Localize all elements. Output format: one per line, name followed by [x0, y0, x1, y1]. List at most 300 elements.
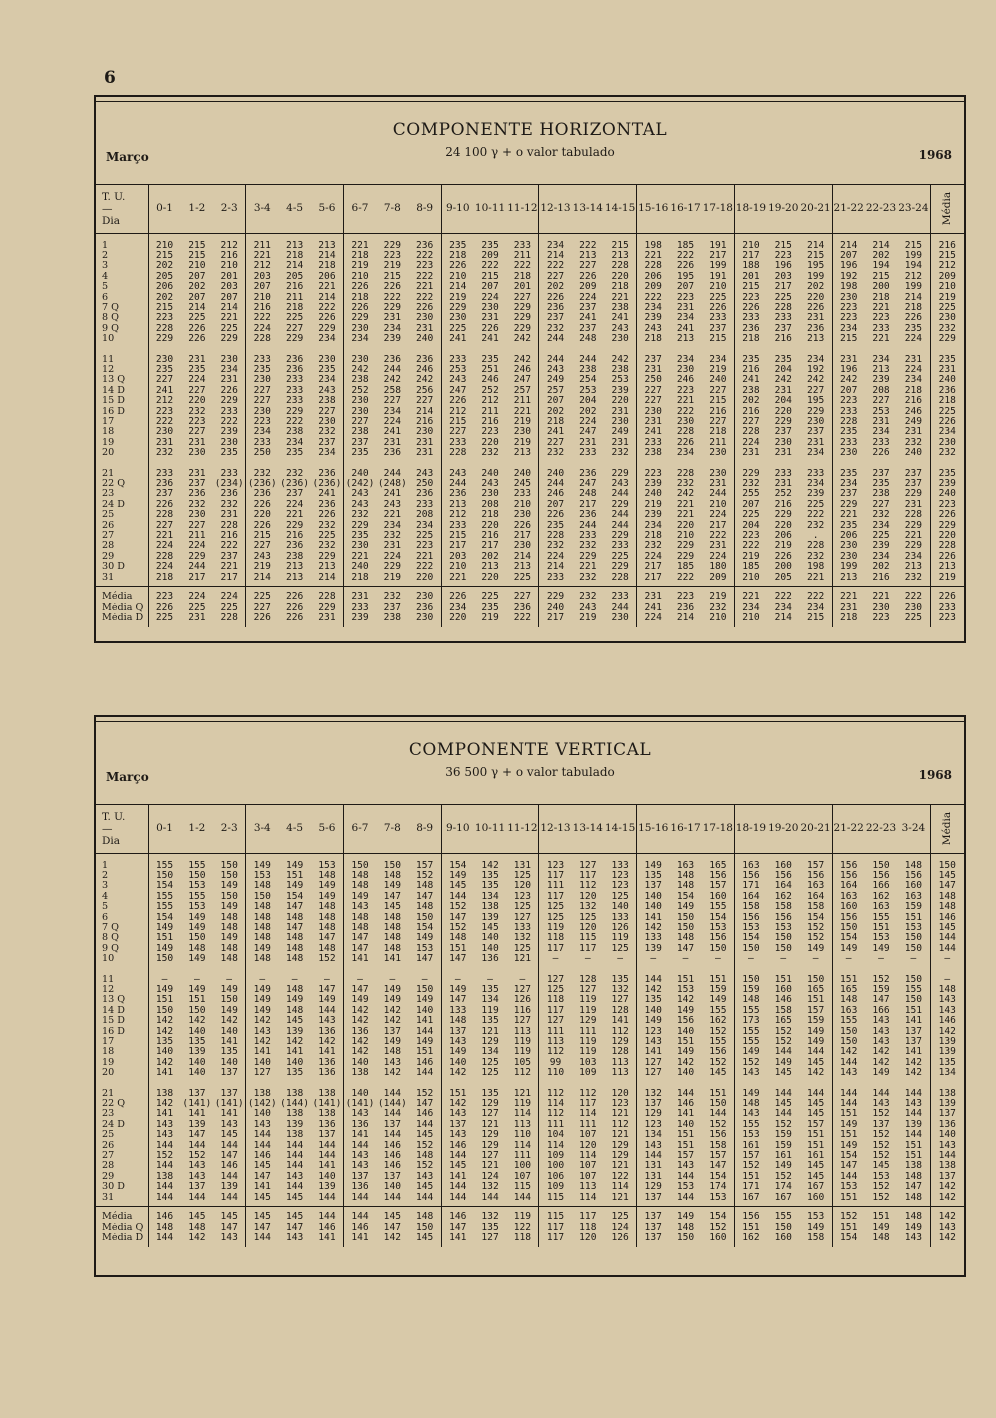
- hour-column-header: 3-24: [897, 805, 930, 853]
- value-cell: 224: [155, 562, 174, 573]
- media-value: 148: [938, 984, 956, 995]
- value-cell: 228: [311, 587, 344, 603]
- value-cell: 237: [546, 313, 565, 324]
- value-cell: 147: [449, 954, 467, 965]
- table-row: [96, 313, 964, 323]
- value-cell: 140: [481, 933, 499, 944]
- value-cell: 115: [506, 1182, 539, 1192]
- value-cell: 233: [579, 531, 597, 542]
- value-cell: 165: [702, 853, 735, 871]
- value-cell: 226: [311, 510, 344, 520]
- value-cell: 242: [604, 348, 637, 365]
- value-cell: 232: [579, 572, 597, 583]
- value-cell: 243: [546, 364, 565, 375]
- day-label: 16 D: [96, 407, 148, 417]
- value-cell: 148: [351, 922, 369, 933]
- value-cell: 117: [579, 870, 597, 881]
- value-cell: 144: [311, 1141, 344, 1151]
- value-cell: 223: [669, 587, 702, 603]
- value-cell: 216: [409, 417, 442, 427]
- value-cell: 151: [285, 870, 304, 881]
- value-cell: 216: [285, 282, 304, 293]
- media-value: 142: [930, 1207, 964, 1223]
- hour-column-header: 15-16: [637, 185, 670, 233]
- value-cell: 167: [742, 1192, 760, 1203]
- value-cell: 231: [840, 602, 858, 613]
- value-cell: 152: [409, 1141, 442, 1151]
- value-cell: 231: [637, 587, 670, 603]
- value-cell: 142: [481, 859, 499, 871]
- value-cell: 150: [897, 944, 930, 954]
- value-cell: 226: [506, 521, 539, 531]
- value-cell: 138: [311, 1082, 344, 1099]
- hour-column-header: 12-13: [539, 805, 572, 853]
- table-row: [96, 1037, 964, 1047]
- value-cell: 144: [506, 1193, 539, 1207]
- value-cell: 233: [253, 353, 271, 365]
- value-cell: 226: [155, 602, 174, 613]
- value-cell: 145: [253, 1192, 271, 1203]
- value-cell: 217: [644, 572, 662, 583]
- value-cell: 107: [579, 1130, 597, 1141]
- value-cell: 231: [409, 324, 442, 334]
- value-cell: 241: [676, 323, 695, 334]
- value-cell: 105: [506, 1058, 539, 1068]
- media-value: 148: [938, 891, 956, 902]
- value-cell: 160: [702, 892, 735, 902]
- value-cell: 114: [579, 1109, 597, 1120]
- value-cell: 230: [409, 313, 442, 323]
- day-label: 23: [96, 489, 148, 499]
- value-cell: 162: [742, 1232, 760, 1243]
- value-cell: 216: [481, 417, 499, 427]
- horizontal-component-panel: [94, 95, 966, 643]
- value-cell: 100: [506, 1161, 539, 1171]
- value-cell: 141: [311, 1161, 344, 1171]
- value-cell: 198: [644, 239, 662, 251]
- value-cell: 207: [253, 282, 271, 293]
- value-cell: 104: [546, 1130, 565, 1141]
- value-cell: 141: [311, 1233, 344, 1247]
- value-cell: 216: [872, 572, 890, 583]
- value-cell: 152: [742, 1161, 760, 1172]
- day-group: [96, 1082, 964, 1207]
- media-value: 225: [938, 406, 956, 417]
- value-cell: 230: [311, 417, 344, 427]
- value-cell: 204: [774, 396, 792, 407]
- value-cell: 149: [188, 984, 206, 995]
- value-cell: 218: [840, 612, 858, 623]
- value-cell: 231: [897, 500, 930, 510]
- value-cell: 147: [253, 1222, 271, 1233]
- value-cell: 144: [285, 1140, 304, 1151]
- value-cell: 236: [213, 489, 246, 499]
- value-cell: 218: [702, 427, 735, 437]
- value-cell: 156: [702, 1047, 735, 1057]
- header-row: [96, 185, 964, 233]
- media-value: —: [944, 973, 951, 985]
- value-cell: 231: [897, 348, 930, 365]
- value-cell: 238: [579, 364, 597, 375]
- value-cell: 232: [213, 500, 246, 510]
- value-cell: 202: [546, 282, 565, 293]
- value-cell: 235: [213, 448, 246, 461]
- day-label: Média: [96, 1207, 148, 1223]
- value-cell: 137: [188, 1182, 206, 1193]
- value-cell: 229: [604, 531, 637, 541]
- value-cell: 229: [897, 521, 930, 531]
- day-label: 1: [96, 233, 148, 251]
- hour-column-header: 6-7: [343, 805, 376, 853]
- table-row: [96, 407, 964, 417]
- value-cell: 142: [213, 1016, 246, 1026]
- value-cell: 150: [872, 859, 890, 871]
- value-cell: 214: [840, 239, 858, 251]
- value-cell: 252: [481, 385, 499, 396]
- value-cell: 244: [604, 603, 637, 613]
- value-cell: 226: [800, 303, 833, 313]
- day-label: 5: [96, 282, 148, 292]
- value-cell: 152: [409, 1161, 442, 1171]
- table-row: [96, 892, 964, 902]
- day-label: 20: [96, 448, 148, 461]
- value-cell: 230: [702, 448, 735, 461]
- value-cell: 129: [481, 1140, 499, 1151]
- value-cell: (242): [345, 479, 375, 490]
- value-cell: 148: [676, 1222, 695, 1233]
- value-cell: 141: [155, 1109, 174, 1120]
- value-cell: 191: [702, 233, 735, 251]
- value-cell: 241: [155, 385, 174, 396]
- value-cell: 148: [742, 995, 760, 1006]
- day-label: 9 Q: [96, 944, 148, 954]
- value-cell: 141: [351, 1232, 369, 1243]
- value-cell: 196: [840, 261, 858, 272]
- value-cell: 141: [644, 1047, 662, 1058]
- value-cell: 145: [872, 1161, 890, 1172]
- value-cell: 232: [676, 479, 695, 490]
- hour-column-header: 18-19: [734, 185, 767, 233]
- value-cell: 220: [449, 612, 467, 623]
- value-cell: 132: [474, 1207, 507, 1223]
- value-cell: 239: [644, 479, 662, 490]
- value-cell: 155: [872, 912, 890, 923]
- value-cell: 221: [311, 282, 344, 292]
- day-label: 7 Q: [96, 923, 148, 933]
- value-cell: 229: [897, 489, 930, 499]
- value-cell: 208: [872, 385, 890, 396]
- value-cell: 215: [449, 531, 467, 542]
- value-cell: 132: [579, 902, 597, 913]
- media-value: 223: [938, 499, 956, 510]
- value-cell: 211: [188, 531, 206, 542]
- value-cell: 144: [285, 1182, 304, 1193]
- value-cell: 137: [637, 1207, 670, 1223]
- value-cell: 245: [506, 479, 539, 489]
- value-cell: 225: [774, 292, 792, 303]
- value-cell: 137: [897, 1027, 930, 1037]
- value-cell: 151: [840, 973, 858, 985]
- value-cell: 159: [774, 1130, 792, 1141]
- table-row: [96, 251, 964, 261]
- value-cell: 241: [644, 427, 662, 438]
- value-cell: 210: [742, 239, 760, 251]
- day-label: Média Q: [96, 1223, 148, 1233]
- value-cell: 232: [188, 499, 206, 510]
- value-cell: 237: [351, 437, 369, 448]
- value-cell: 221: [579, 562, 597, 573]
- value-cell: 147: [311, 933, 344, 943]
- value-cell: 222: [546, 261, 565, 272]
- value-cell: 155: [702, 1006, 735, 1016]
- value-cell: 228: [213, 521, 246, 531]
- media-value: 235: [938, 353, 956, 365]
- value-cell: 145: [800, 1172, 833, 1182]
- value-cell: 221: [676, 499, 695, 510]
- value-cell: 210: [506, 500, 539, 510]
- media-value: 138: [938, 1161, 956, 1172]
- value-cell: 144: [800, 1047, 833, 1057]
- value-cell: 219: [506, 438, 539, 448]
- value-cell: 151: [897, 1006, 930, 1016]
- value-cell: 135: [604, 968, 637, 985]
- value-cell: 229: [676, 541, 695, 552]
- value-cell: 150: [351, 859, 369, 871]
- day-label: 25: [96, 510, 148, 520]
- day-label: 24 D: [96, 500, 148, 510]
- table-row: [96, 1099, 964, 1109]
- value-cell: 240: [546, 602, 565, 613]
- value-cell: 213: [604, 251, 637, 261]
- value-cell: 162: [774, 891, 792, 902]
- value-cell: 218: [604, 282, 637, 292]
- value-cell: 154: [155, 881, 174, 892]
- value-cell: 133: [604, 853, 637, 871]
- value-cell: 226: [676, 261, 695, 272]
- value-cell: 149: [213, 902, 246, 912]
- value-cell: 236: [253, 489, 271, 500]
- table-row: [96, 261, 964, 271]
- media-value: 142: [938, 1182, 956, 1193]
- value-cell: 140: [449, 1057, 467, 1068]
- value-cell: 231: [383, 313, 401, 324]
- value-cell: 232: [742, 479, 760, 490]
- value-cell: 150: [383, 859, 401, 871]
- value-cell: 239: [644, 510, 662, 521]
- table-row: [96, 521, 964, 531]
- day-label: 6: [96, 293, 148, 303]
- value-cell: 227: [800, 386, 833, 396]
- value-cell: 154: [449, 859, 467, 871]
- value-cell: 121: [604, 1161, 637, 1171]
- value-cell: 129: [481, 1099, 499, 1110]
- media-value: 230: [938, 313, 956, 324]
- value-cell: 144: [383, 1109, 401, 1120]
- day-label: 10: [96, 334, 148, 347]
- value-cell: 219: [351, 261, 369, 272]
- value-cell: 125: [546, 912, 565, 923]
- value-cell: 148: [383, 943, 401, 954]
- value-cell: 250: [409, 479, 442, 489]
- value-cell: 228: [253, 334, 271, 345]
- value-cell: 143: [449, 1130, 467, 1141]
- value-cell: 144: [409, 1068, 442, 1081]
- value-cell: 149: [188, 912, 206, 923]
- value-cell: 132: [506, 933, 539, 943]
- value-cell: 219: [742, 551, 760, 562]
- media-value: 146: [938, 1016, 956, 1027]
- media-value: 139: [938, 1047, 956, 1058]
- value-cell: 120: [604, 1082, 637, 1099]
- value-cell: 212: [897, 272, 930, 282]
- value-cell: 150: [742, 943, 760, 954]
- value-cell: 224: [897, 365, 930, 375]
- value-cell: 224: [188, 375, 206, 386]
- value-cell: 227: [742, 417, 760, 427]
- value-cell: 149: [351, 995, 369, 1006]
- value-cell: 225: [506, 573, 539, 587]
- value-cell: 229: [604, 500, 637, 510]
- value-cell: 140: [644, 902, 662, 913]
- value-cell: 112: [604, 1120, 637, 1130]
- value-cell: 221: [213, 313, 246, 323]
- value-cell: 144: [897, 1130, 930, 1140]
- value-cell: 201: [742, 271, 760, 282]
- value-cell: 228: [800, 541, 833, 551]
- value-cell: 199: [897, 282, 930, 292]
- value-cell: 148: [285, 943, 304, 954]
- value-cell: 126: [604, 1233, 637, 1247]
- value-cell: 236: [155, 479, 174, 490]
- value-cell: 236: [579, 467, 597, 479]
- value-cell: 152: [800, 923, 833, 933]
- value-cell: 149: [253, 859, 271, 871]
- value-cell: 228: [840, 417, 858, 427]
- value-cell: 213: [311, 233, 344, 251]
- value-cell: 156: [702, 871, 735, 881]
- media-value: 219: [938, 572, 956, 583]
- value-cell: 244: [546, 353, 565, 365]
- value-cell: 148: [351, 870, 369, 881]
- value-cell: 127: [481, 1109, 499, 1120]
- value-cell: 149: [383, 995, 401, 1006]
- value-cell: 145: [285, 1192, 304, 1203]
- value-cell: 224: [383, 551, 401, 562]
- value-cell: 127: [481, 1151, 499, 1162]
- value-cell: 215: [449, 417, 467, 427]
- value-cell: 231: [604, 407, 637, 417]
- value-cell: 218: [449, 250, 467, 261]
- value-cell: 239: [872, 375, 890, 386]
- value-cell: 150: [800, 968, 833, 985]
- value-cell: 220: [409, 573, 442, 587]
- value-cell: 142: [351, 1005, 369, 1016]
- value-cell: 237: [774, 427, 792, 438]
- table-row: [96, 462, 964, 479]
- day-label: 18: [96, 1047, 148, 1057]
- value-cell: 198: [800, 562, 833, 572]
- value-cell: 216: [774, 499, 792, 510]
- day-label: 8 Q: [96, 313, 148, 323]
- value-cell: 232: [311, 541, 344, 551]
- panel-header: [96, 102, 964, 185]
- day-label: 24 D: [96, 1120, 148, 1130]
- value-cell: 143: [311, 1016, 344, 1026]
- table-row: [96, 1161, 964, 1171]
- value-cell: 235: [351, 531, 369, 542]
- value-cell: 233: [579, 448, 597, 459]
- day-label: 19: [96, 1058, 148, 1068]
- panel-subtitle: 24 100 γ + o valor tabulado: [445, 145, 615, 159]
- value-cell: 148: [897, 853, 930, 871]
- value-cell: 142: [155, 1016, 174, 1027]
- value-cell: 232: [579, 541, 597, 552]
- value-cell: 145: [213, 1130, 246, 1140]
- value-cell: 135: [188, 1037, 206, 1047]
- value-cell: 233: [213, 462, 246, 479]
- value-cell: 144: [872, 1087, 890, 1099]
- value-cell: 146: [351, 1222, 369, 1233]
- value-cell: 244: [383, 364, 401, 375]
- value-cell: 149: [383, 881, 401, 892]
- value-cell: 205: [774, 572, 792, 583]
- value-cell: 148: [311, 902, 344, 912]
- hour-column-header: 18-19: [734, 805, 767, 853]
- value-cell: 149: [676, 902, 695, 913]
- value-cell: 144: [155, 1140, 174, 1151]
- value-cell: 216: [742, 364, 760, 375]
- value-cell: 120: [579, 1140, 597, 1151]
- value-cell: 215: [800, 251, 833, 261]
- value-cell: 229: [539, 587, 572, 603]
- value-cell: 231: [383, 541, 401, 552]
- value-cell: 150: [409, 985, 442, 995]
- value-cell: 215: [604, 233, 637, 251]
- value-cell: 244: [188, 562, 206, 573]
- value-cell: —: [604, 954, 637, 967]
- value-cell: 229: [579, 551, 597, 562]
- value-cell: 133: [449, 1005, 467, 1016]
- day-label: 9 Q: [96, 324, 148, 334]
- value-cell: 138: [481, 902, 499, 913]
- value-cell: 227: [383, 396, 401, 407]
- value-cell: 230: [351, 541, 369, 552]
- value-cell: 114: [546, 1140, 565, 1151]
- value-cell: 153: [676, 984, 695, 995]
- value-cell: (144): [280, 1099, 310, 1110]
- value-cell: 206: [840, 531, 858, 542]
- value-cell: 153: [188, 881, 206, 892]
- value-cell: 201: [213, 272, 246, 282]
- value-cell: 149: [449, 870, 467, 881]
- table-row: [96, 954, 964, 967]
- value-cell: 139: [285, 1119, 304, 1130]
- media-value: 226: [938, 417, 956, 427]
- value-cell: 143: [897, 1233, 930, 1247]
- value-cell: 157: [702, 1151, 735, 1161]
- value-cell: 214: [897, 293, 930, 303]
- value-cell: 143: [383, 1057, 401, 1068]
- value-cell: 144: [343, 1207, 376, 1223]
- value-cell: 151: [897, 913, 930, 923]
- value-cell: 141: [253, 1182, 271, 1193]
- table-row: [96, 303, 964, 313]
- value-cell: 152: [449, 922, 467, 933]
- value-cell: 211: [506, 396, 539, 406]
- value-cell: 205: [155, 271, 174, 282]
- value-cell: 214: [311, 573, 344, 587]
- value-cell: 149: [449, 1047, 467, 1058]
